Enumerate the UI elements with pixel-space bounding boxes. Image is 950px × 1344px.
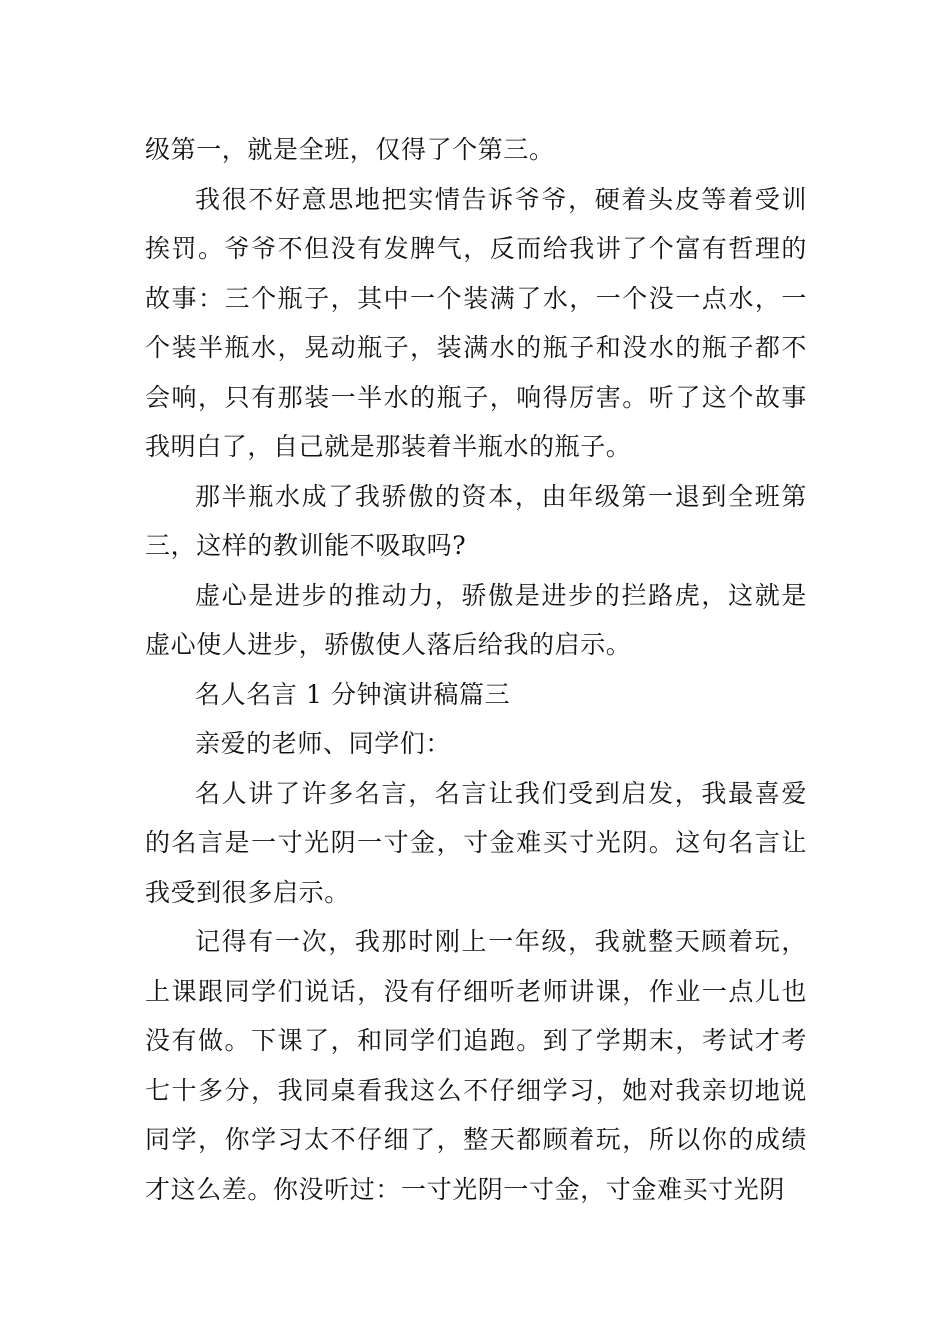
paragraph-1: 级第一，就是全班，仅得了个第三。 (145, 135, 555, 164)
paragraph-3: 那半瓶水成了我骄傲的资本，由年级第一退到全班第三，这样的教训能不吸取吗? (145, 481, 807, 560)
document-body (145, 125, 807, 1214)
paragraph-7: 名人讲了许多名言，名言让我们受到启发，我最喜爱的名言是一寸光阴一寸金，寸金难买寸光阴。这句名言让我受到很多启示。 (145, 778, 807, 907)
paragraph-4: 虚心是进步的推动力，骄傲是进步的拦路虎，这就是虚心使人进步，骄傲使人落后给我的启示。 (145, 580, 807, 659)
salutation: 亲爱的老师、同学们： (195, 729, 452, 758)
section-heading: 名人名言 1 分钟演讲稿篇三 (195, 679, 511, 709)
paragraph-2: 我很不好意思地把实情告诉爷爷，硬着头皮等着受训挨罚。爷爷不但没有发脾气，反而给我讲了个富有哲理的故事：三个瓶子，其中一个装满了水，一个没一点水，一个装半瓶水，晃动瓶子，装满水的瓶子和没水的瓶子都不会响，只有那装一半水的瓶子，响得厉害。听了这个故事我明白了，自己就是那装着半瓶水的瓶子。 (145, 184, 807, 461)
paragraph-8: 记得有一次，我那时刚上一年级，我就整天顾着玩，上课跟同学们说话，没有仔细听老师讲课，作业一点儿也没有做。下课了，和同学们追跑。到了学期末，考试才考七十多分，我同桌看我这么不仔细学习，她对我亲切地说同学，你学习太不仔细了，整天都顾着玩，所以你的成绩才这么差。你没听过：一寸光阴一寸金，寸金难买寸光阴 (145, 927, 807, 1204)
